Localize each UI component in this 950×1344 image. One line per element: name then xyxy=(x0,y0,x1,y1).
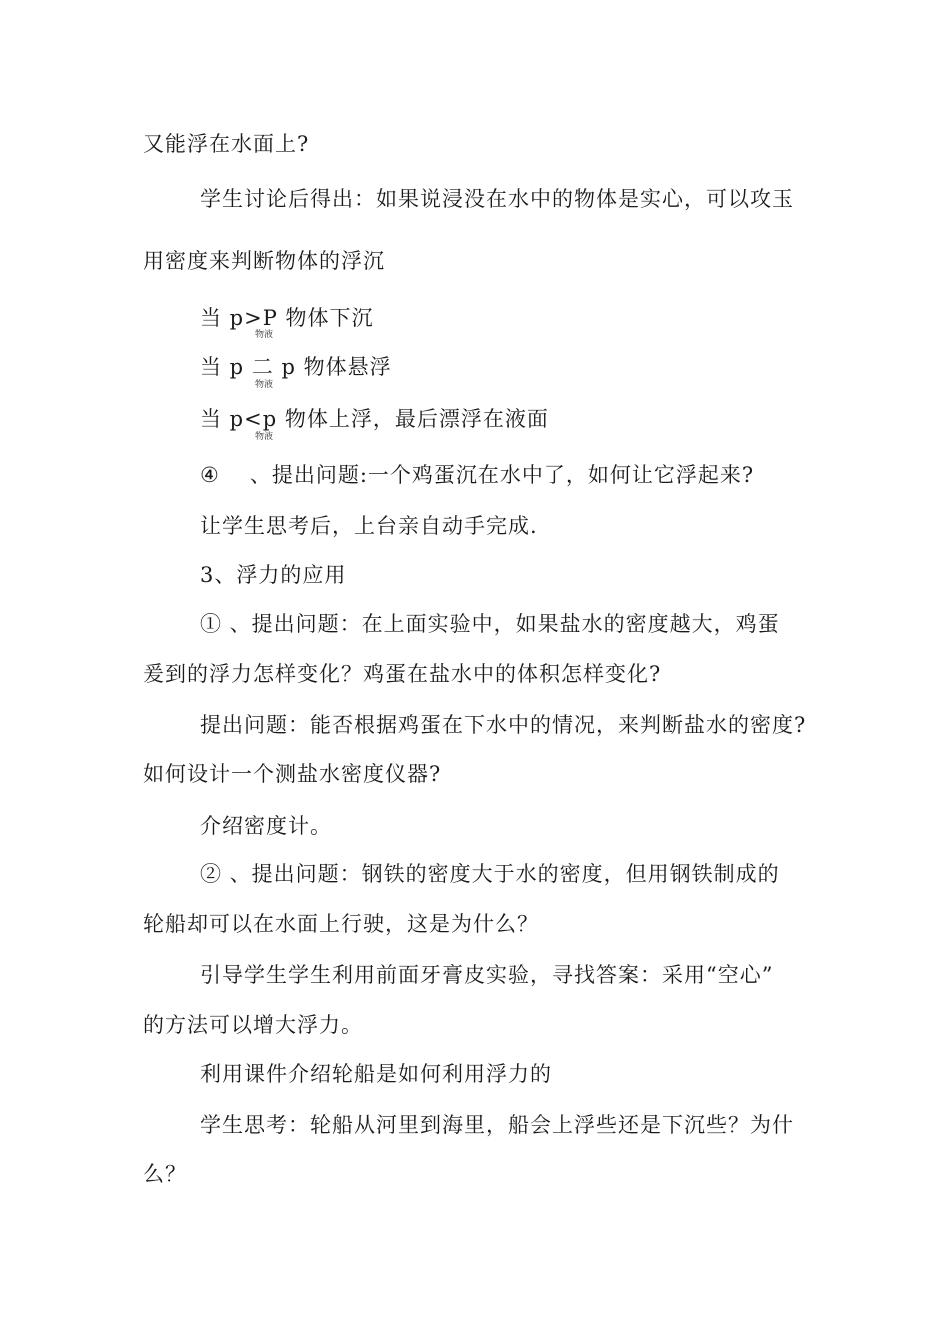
paragraph-line: 学生讨论后得出：如果说浸没在水中的物体是实心，可以攻玉 xyxy=(200,187,794,211)
section-heading: 3、浮力的应用 xyxy=(200,563,347,587)
paragraph-line: 学生思考：轮船从河里到海里，船会上浮些还是下沉些？为什 xyxy=(200,1113,794,1137)
item-number: ④ xyxy=(200,463,220,487)
paragraph-line: ② 、提出问题：钢铁的密度大于水的密度，但用钢铁制成的 xyxy=(200,862,780,886)
paragraph-line xyxy=(200,462,754,488)
paragraph-line: 如何设计一个测盐水密度仪器? xyxy=(143,762,442,786)
item-text: 、提出问题:一个鸡蛋沉在水中了，如何让它浮起来? xyxy=(249,463,755,487)
density-rule-sink: 当 p>P 物体下沉 xyxy=(200,306,374,330)
paragraph-line: 的方法可以增大浮力。 xyxy=(143,1013,363,1037)
density-rule-float: 当 p<p 物体上浮，最后漂浮在液面 xyxy=(200,407,549,431)
paragraph-line: 轮船却可以在水面上行驶，这是为什么？ xyxy=(143,912,539,936)
paragraph-line: 让学生思考后，上台亲自动手完成. xyxy=(200,514,538,538)
paragraph-line: 介绍密度计。 xyxy=(200,814,332,838)
paragraph-line: 引导学生学生利用前面牙膏皮实验，寻找答案：采用“空心” xyxy=(200,963,774,987)
paragraph-line: 么？ xyxy=(143,1162,187,1186)
paragraph-line: 提出问题：能否根据鸡蛋在下水中的情况，来判断盐水的密度? xyxy=(200,713,807,737)
density-rule-suspend: 当 p 二 p 物体悬浮 xyxy=(200,355,392,379)
paragraph-line: 又能浮在水面上? xyxy=(143,132,310,156)
paragraph-line: 利用课件介绍轮船是如何利用浮力的 xyxy=(200,1062,552,1086)
density-subscript: 物液 xyxy=(255,432,274,442)
paragraph-line: 用密度来判断物体的浮沉 xyxy=(143,249,385,273)
paragraph-line: ① 、提出问题：在上面实验中，如果盐水的密度越大，鸡蛋 xyxy=(200,612,780,636)
density-subscript: 物液 xyxy=(255,380,274,390)
paragraph-line: 爰到的浮力怎样变化？鸡蛋在盐水中的体积怎样变化? xyxy=(143,662,662,686)
density-subscript: 物液 xyxy=(255,330,274,340)
